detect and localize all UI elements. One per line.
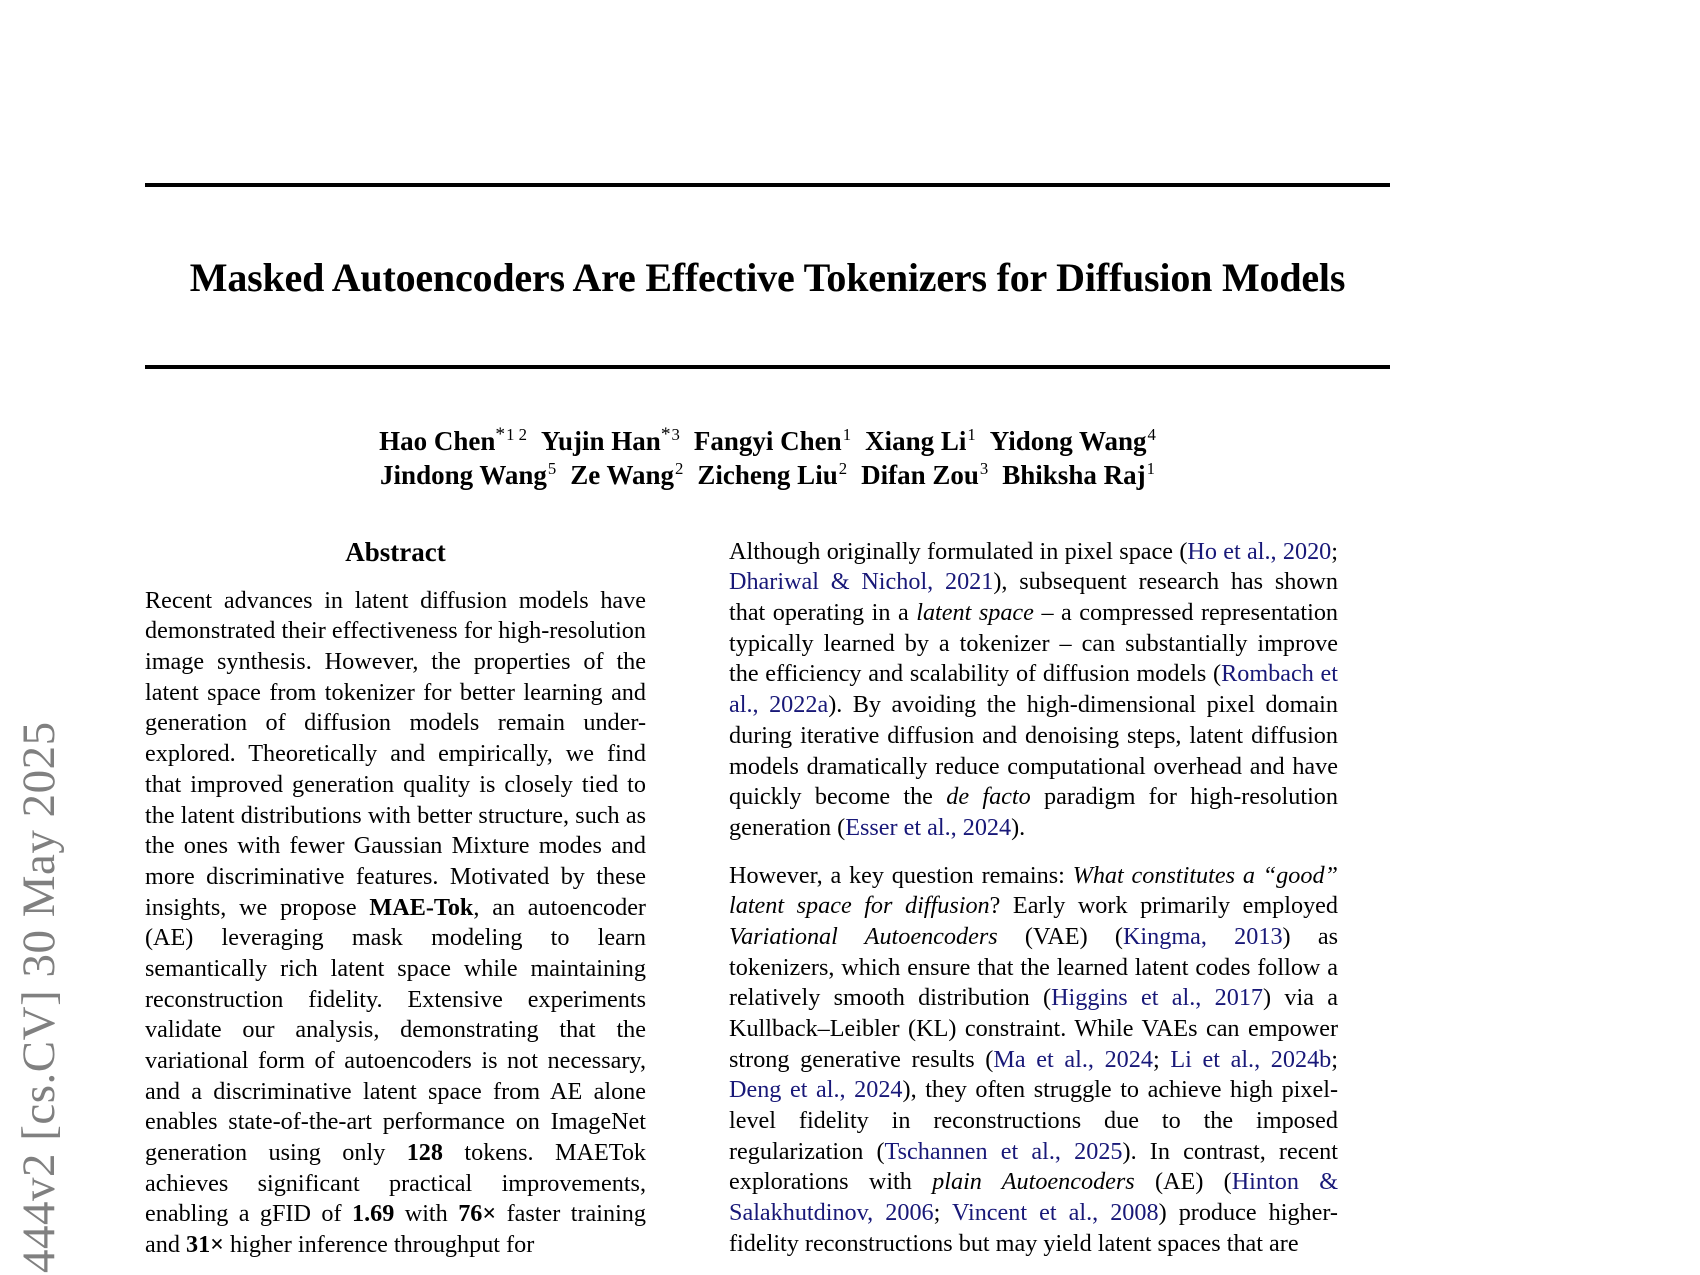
affiliation-superscript: 5	[547, 459, 557, 479]
bold-run: 31×	[185, 1231, 224, 1259]
citation-link[interactable]: Li et al., 2024b	[1170, 1045, 1332, 1073]
text-run: faster training and	[145, 1200, 646, 1259]
text-run: ).	[1011, 813, 1026, 841]
text-run: However, a key question remains:	[729, 861, 1073, 889]
citation-link[interactable]: Esser et al., 2024	[845, 813, 1012, 841]
equal-contribution-marker: *	[660, 423, 671, 445]
text-run: ) via a Kullback–Leibler (KL) constraint. While VAEs can empower strong generative results (	[729, 984, 1338, 1073]
text-run: (VAE) (	[997, 922, 1123, 950]
author-name	[541, 423, 680, 456]
author-name	[697, 460, 847, 490]
author-name	[990, 426, 1156, 456]
affiliation-superscript: 4	[1147, 424, 1156, 444]
left-column	[145, 537, 646, 1261]
text-run: tokens. MAETok achieves significant practical improvements, enabling a gFID of	[145, 1139, 647, 1228]
citation-link[interactable]: Rombach et al., 2022a	[729, 660, 1338, 719]
author-name-text: Difan Zou	[861, 460, 979, 491]
text-run: ;	[1331, 537, 1338, 565]
author-name-text: Xiang Li	[865, 425, 967, 456]
citation-link[interactable]: Ma et al., 2024	[993, 1045, 1153, 1073]
affiliation-superscript: 1	[1146, 459, 1155, 479]
author-name-text: Bhiksha Raj	[1002, 460, 1146, 491]
text-run: ), they often struggle to achieve high pixel-level fidelity in reconstructions due to the imposed regularization (	[729, 1076, 1339, 1165]
two-column-body	[145, 537, 1390, 1261]
text-run: ;	[1152, 1045, 1171, 1073]
author-name	[1002, 460, 1155, 490]
arxiv-identifier-text: 444v2 [cs.CV] 30 May 2025	[13, 721, 65, 1273]
italic-run: What constitutes a “good” latent space for diffusion	[729, 861, 1339, 920]
italic-run: Variational Autoencoders	[729, 922, 998, 950]
text-run: ). In contrast, recent explorations with	[729, 1137, 1338, 1196]
text-run: (AE) (	[1134, 1168, 1232, 1196]
author-name-text: Yidong Wang	[989, 425, 1147, 456]
author-name	[570, 460, 683, 490]
bold-run: MAE-Tok	[369, 893, 474, 921]
citation-link[interactable]: Hinton & Salakhutdinov, 2006	[729, 1168, 1339, 1227]
title-rule-top	[145, 183, 1390, 187]
affiliation-superscript: 2	[675, 459, 684, 479]
text-run: ) produce higher-fidelity reconstructions but may yield latent spaces that are	[729, 1199, 1338, 1257]
text-run: ;	[1331, 1045, 1338, 1073]
author-name-text: Yujin Han	[541, 425, 661, 456]
author-list	[145, 369, 1390, 493]
citation-link[interactable]: Deng et al., 2024	[729, 1076, 903, 1104]
author-row-2	[145, 458, 1390, 493]
text-run: higher inference throughput for	[223, 1231, 535, 1259]
intro-paragraph-1	[729, 537, 1338, 844]
italic-run: plain Autoencoders	[932, 1168, 1135, 1196]
page-title: Masked Autoencoders Are Effective Tokenizers for Diffusion Models	[189, 254, 1346, 300]
abstract-heading: Abstract	[345, 536, 446, 567]
text-run: Recent advances in latent diffusion models have demonstrated their effectiveness for high-resolution image synthesis. However, the properties of the latent space from tokenizer for better learning and generation of diffusion models remain under-explored. Theoretically and empirically, we find that improved generation quality is closely tied to the latent distributions with better structure, such as the ones with fewer Gaussian Mixture modes and more discriminative features. Motivated by these insights, we propose	[145, 586, 646, 921]
author-name-text: Hao Chen	[379, 425, 496, 456]
text-run: – a compressed representation typically learned by a tokenizer – can substantially improve the efficiency and scalability of diffusion models (	[729, 599, 1339, 688]
text-run: ). By avoiding the high-dimensional pixel domain during iterative diffusion and denoising steps, latent diffusion models dramatically reduce computational overhead and have quickly become the	[729, 691, 1338, 811]
text-run: paradigm for high-resolution generation (	[729, 783, 1338, 841]
citation-link[interactable]: Vincent et al., 2008	[951, 1199, 1159, 1227]
author-name-text: Ze Wang	[570, 460, 675, 491]
paper-page	[145, 0, 1390, 1275]
equal-contribution-marker: *	[495, 423, 506, 445]
italic-run: de facto	[946, 783, 1031, 811]
author-name	[694, 426, 851, 456]
citation-link[interactable]: Dhariwal & Nichol, 2021	[729, 568, 994, 596]
text-run: ? Early work primarily employed	[989, 892, 1338, 920]
intro-paragraph-2	[729, 861, 1338, 1260]
citation-link[interactable]: Ho et al., 2020	[1187, 537, 1332, 565]
author-name-text: Zicheng Liu	[697, 460, 838, 491]
author-name-text: Fangyi Chen	[693, 425, 842, 456]
affiliation-superscript: 1 2	[506, 424, 527, 444]
bold-run: 1.69	[351, 1200, 395, 1228]
bold-run: 128	[406, 1139, 443, 1167]
text-run: with	[394, 1200, 459, 1228]
author-row-1	[145, 424, 1390, 459]
citation-link[interactable]: Higgins et al., 2017	[1051, 984, 1264, 1012]
text-run: ;	[933, 1199, 952, 1227]
text-run: , an autoencoder (AE) leveraging mask modeling to learn semantically rich latent space while maintaining reconstruction fidelity. Extensive experiments validate our analysis, demonstrating that the variational form of autoencoders is not necessary, and a discriminative latent space from AE alone enables state-of-the-art performance on ImageNet generation using only	[145, 893, 646, 1167]
text-run: ), subsequent research has shown that operating in a	[729, 568, 1338, 627]
italic-run: latent space	[916, 599, 1034, 627]
citation-link[interactable]: Kingma, 2013	[1122, 922, 1283, 950]
affiliation-superscript: 2	[838, 459, 848, 479]
affiliation-superscript: 3	[671, 424, 680, 444]
right-column	[729, 537, 1338, 1261]
affiliation-superscript: 1	[842, 424, 852, 444]
author-name	[861, 460, 988, 490]
author-name	[380, 460, 556, 490]
citation-link[interactable]: Tschannen et al., 2025	[884, 1137, 1123, 1165]
abstract-paragraph	[145, 586, 646, 1261]
author-name	[379, 423, 527, 456]
text-run: Although originally formulated in pixel space (	[729, 537, 1188, 565]
affiliation-superscript: 1	[967, 424, 976, 444]
arxiv-identifier-stamp	[0, 0, 120, 1275]
author-name-text: Jindong Wang	[380, 460, 547, 491]
affiliation-superscript: 3	[979, 459, 989, 479]
author-name	[865, 426, 976, 456]
bold-run: 76×	[458, 1200, 497, 1228]
text-run: ) as tokenizers, which ensure that the learned latent codes follow a relatively smooth distribution (	[729, 922, 1338, 1012]
